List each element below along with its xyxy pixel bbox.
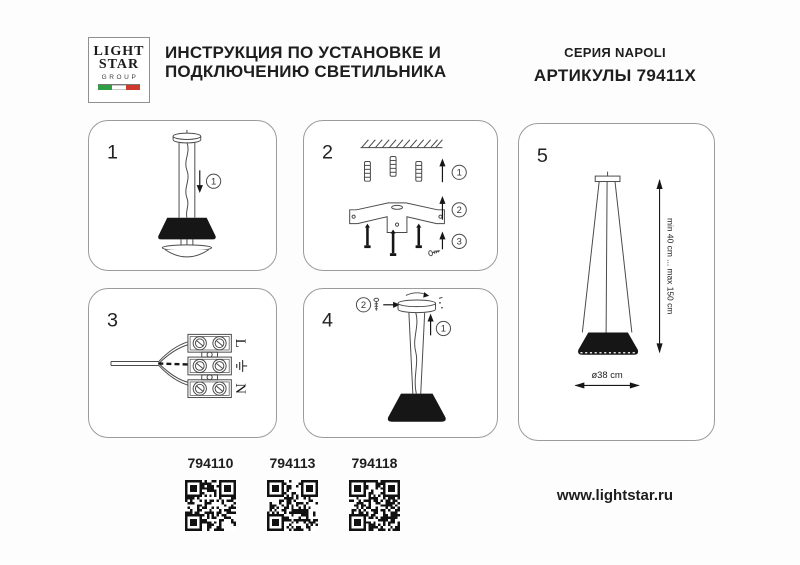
page-title-line2: ПОДКЛЮЧЕНИЮ СВЕТИЛЬНИКА bbox=[165, 62, 447, 81]
rotate-arrowhead bbox=[423, 292, 429, 298]
step-badge-1 bbox=[206, 174, 220, 188]
canopy-outline bbox=[398, 293, 442, 313]
step-2-number: 2 bbox=[322, 141, 334, 164]
qr-list bbox=[185, 455, 400, 531]
article-numbers: АРТИКУЛЫ 79411X bbox=[533, 66, 697, 85]
step5-drawing bbox=[519, 124, 714, 440]
step2-drawing bbox=[304, 121, 497, 270]
height-range-label: min 40 cm ... max 150 cm bbox=[665, 218, 676, 315]
diameter-label: ø38 cm bbox=[591, 369, 623, 381]
diameter-dimension-arrow bbox=[574, 382, 639, 388]
lamp-shade bbox=[578, 332, 638, 354]
series-info bbox=[525, 45, 705, 86]
step-2-panel bbox=[303, 120, 498, 271]
svg-text:1: 1 bbox=[440, 323, 447, 334]
mounting-screws bbox=[364, 224, 422, 256]
italian-flag-icon bbox=[98, 84, 140, 90]
step-5-number: 5 bbox=[536, 145, 548, 168]
arrow-up-icon bbox=[428, 314, 434, 336]
step1-drawing bbox=[89, 121, 276, 270]
logo-star-text: STAR bbox=[98, 57, 140, 72]
wall-anchors bbox=[364, 157, 421, 182]
lamp-shade bbox=[158, 218, 216, 240]
svg-text:1: 1 bbox=[456, 167, 462, 178]
lightstar-logo bbox=[88, 37, 150, 103]
earth-symbol-icon bbox=[237, 360, 247, 372]
step-4-number: 4 bbox=[322, 309, 334, 332]
qr-article-label: 794113 bbox=[269, 455, 316, 471]
step-5-panel bbox=[518, 123, 715, 441]
logo-light-text: LIGHT bbox=[93, 44, 145, 59]
step-1-panel bbox=[88, 120, 277, 271]
step-badge-2 bbox=[356, 298, 370, 312]
mounting-bracket bbox=[350, 203, 445, 233]
step-badge-1 bbox=[452, 165, 466, 179]
qr-item bbox=[267, 455, 318, 531]
page-title bbox=[165, 43, 465, 81]
dot bbox=[441, 307, 443, 309]
screw-icon bbox=[374, 298, 379, 310]
arrow-up-icon bbox=[439, 158, 445, 182]
qr-article-label: 794110 bbox=[187, 455, 234, 471]
dot bbox=[439, 302, 441, 304]
step-badge-1 bbox=[436, 321, 450, 335]
height-dimension-arrow bbox=[656, 179, 662, 353]
screw-icon bbox=[428, 248, 441, 256]
arrow-down-icon bbox=[197, 170, 203, 193]
terminal-label-neutral: N bbox=[232, 383, 249, 394]
step-badge-2 bbox=[452, 203, 466, 217]
page-title-line1: ИНСТРУКЦИЯ ПО УСТАНОВКЕ И bbox=[165, 43, 441, 62]
step-4-panel bbox=[303, 288, 498, 438]
earth-wire-dashed bbox=[158, 363, 188, 364]
qr-item bbox=[185, 455, 236, 531]
logo-group-text: GROUP bbox=[101, 74, 139, 81]
qr-code bbox=[185, 480, 236, 531]
qr-item bbox=[349, 455, 400, 531]
svg-text:2: 2 bbox=[360, 300, 367, 311]
lamp-shade bbox=[388, 394, 446, 422]
arrow-up-icon bbox=[439, 232, 445, 250]
step4-drawing bbox=[304, 289, 497, 437]
terminal-label-line: L bbox=[232, 338, 249, 348]
svg-text:3: 3 bbox=[456, 236, 462, 247]
terminal-block bbox=[188, 334, 231, 397]
svg-text:2: 2 bbox=[456, 205, 462, 216]
qr-code bbox=[349, 480, 400, 531]
qr-code bbox=[267, 480, 318, 531]
arrow-right-icon bbox=[383, 302, 400, 308]
lamp-overview-outline bbox=[582, 172, 631, 333]
qr-article-label: 794118 bbox=[351, 455, 398, 471]
step-badge-3 bbox=[452, 234, 466, 248]
ceiling-hatch bbox=[361, 140, 443, 148]
website-url: www.lightstar.ru bbox=[556, 487, 674, 504]
step3-drawing bbox=[89, 289, 276, 437]
series-name: СЕРИЯ NAPOLI bbox=[564, 45, 666, 60]
step-3-number: 3 bbox=[107, 309, 118, 332]
svg-text:1: 1 bbox=[210, 176, 217, 187]
step-3-panel bbox=[88, 288, 277, 438]
step-1-number: 1 bbox=[107, 141, 118, 164]
suspension-cables bbox=[409, 313, 425, 394]
